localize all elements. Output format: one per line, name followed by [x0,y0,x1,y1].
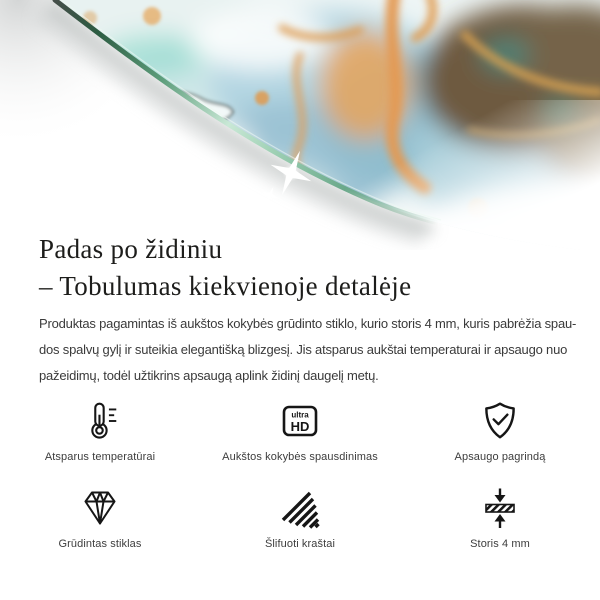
hero-image [0,0,600,250]
thickness-icon [479,485,521,531]
features-grid [0,398,600,550]
feature-thickness [400,485,600,550]
feature-label: Grūdintas stiklas [58,538,142,550]
page-title [39,231,411,304]
description-line: dos spalvų gylį ir suteikia elegantišką blizgesį. Jis atsparus aukštai temperaturai ir apsaugo nuo [39,341,568,357]
feature-label: Storis 4 mm [470,538,530,550]
page-title-line1: Padas po židiniu [39,234,223,264]
feature-polished-edges [200,485,400,550]
glass-pad-illustration [0,0,600,250]
feature-label: Aukštos kokybės spausdinimas [222,451,378,463]
feature-heat-resistant [0,398,200,463]
feature-label: Atsparus temperatūrai [44,451,156,463]
product-description [39,311,600,388]
feature-print-quality [200,398,400,463]
description-line: pažeidimų, todėl užtikrins apsaugą aplink židinį daugelį metų. [39,367,379,383]
feature-label: Šlifuoti kraštai [264,538,336,550]
polished-edges-icon [279,485,321,531]
feature-protects-base [400,398,600,463]
feature-label: Apsaugo pagrindą [454,451,546,463]
description-line: Produktas pagamintas iš aukštos kokybės grūdinto stiklo, kurio storis 4 mm, kuris pabrėžia spau- [39,316,577,331]
feature-tempered-glass [0,485,200,550]
svg-text:HD: HD [290,419,310,434]
shield-check-icon [479,398,521,444]
ultra-hd-icon [279,398,321,444]
diamond-icon [79,485,121,531]
page-title-line2: – Tobulumas kiekvienoje detalėje [39,270,412,301]
thermometer-icon [79,398,121,444]
svg-text:ultra: ultra [291,410,309,420]
